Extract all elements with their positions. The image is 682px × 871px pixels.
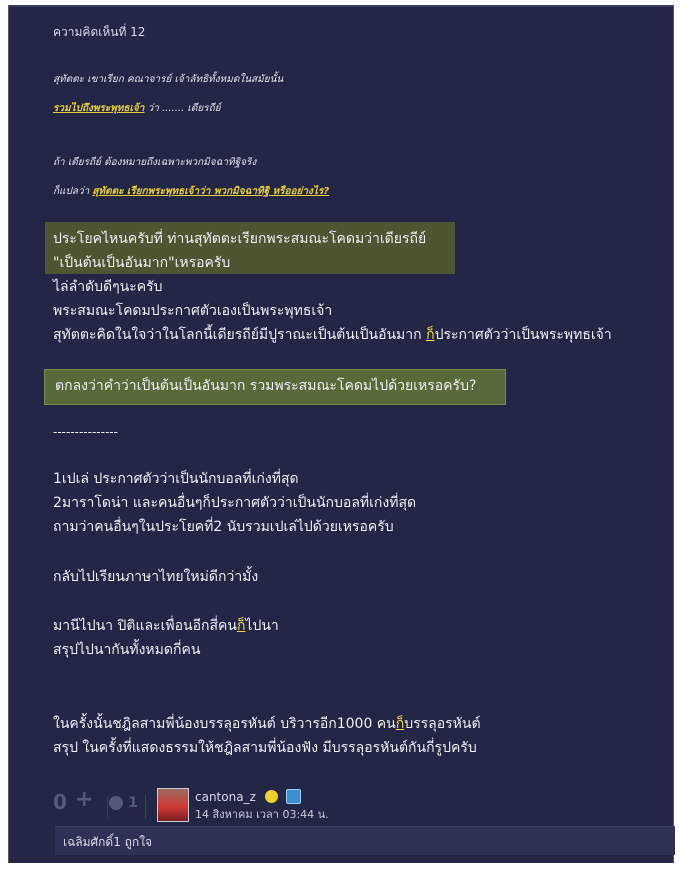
- quote-link-1[interactable]: รวมไปถึงพระพุทธเจ้า: [53, 103, 145, 114]
- timestamp: 14 สิงหาคม เวลา 03:44 น.: [195, 808, 329, 821]
- smiley-icon: [265, 790, 278, 803]
- body-line: 2มาราโดน่า และคนอื่นๆก็ประกาศตัวว่าเป็นนักบอลที่เก่งที่สุด: [53, 495, 417, 511]
- plus-icon[interactable]: +: [75, 787, 94, 812]
- divider: [145, 795, 146, 819]
- username[interactable]: cantona_z: [195, 790, 256, 804]
- body-line: กลับไปเรียนภาษาไทยใหม่ดีกว่ามั้ง: [53, 569, 259, 585]
- avatar[interactable]: [157, 788, 189, 822]
- user-line: [195, 786, 301, 805]
- emotion-icon: [109, 796, 123, 810]
- top-border: [9, 5, 673, 7]
- emphasis-link[interactable]: ก็: [426, 327, 435, 343]
- quote-link-2[interactable]: สุทัตตะ เรียกพระพุทธเจ้าว่า พวกมิจฉาทิฐิ หรืออย่างไร?: [92, 186, 330, 197]
- highlight-line-1: ประโยคไหนครับที่ ท่านสุทัตตะเรียกพระสมณะโคดมว่าเดียรถีย์: [53, 231, 427, 247]
- vote-count: 0: [53, 790, 67, 814]
- body-line: ในครั้งนั้นชฎิลสามพี่น้องบรรลุอรหันต์ บริวารอีก1000 คนก็บรรลุอรหันต์: [53, 716, 481, 732]
- reaction-bar: [55, 826, 675, 855]
- body-line: สรุป ในครั้งที่แสดงธรรมให้ชฎิลสามพี่น้องฟัง มีบรรลุอรหันต์กันกี่รูปครับ: [53, 740, 477, 756]
- divider-dashes: ---------------: [53, 425, 118, 439]
- comment-panel: [8, 5, 674, 863]
- badge-icon: [286, 789, 301, 804]
- divider: [107, 797, 108, 817]
- highlight-line-2: "เป็นต้นเป็นอันมาก"เหรอครับ: [53, 255, 231, 271]
- body-line: สุทัตตะคิดในใจว่าในโลกนี้เดียรถีย์มีปูราณะเป็นต้นเป็นอันมาก ก็ประกาศตัวว่าเป็นพระพุทธเจ้า: [53, 327, 612, 343]
- quote-line-3: ถ้า เดียรถีย์ ต้องหมายถึงเฉพาะพวกมิจฉาทิฐิจริง: [53, 157, 257, 168]
- quote-line-1: สุทัตตะ เขาเรียก คณาจารย์ เจ้าลัทธิทั้งหมดในสมัยนั้น: [53, 74, 284, 85]
- body-line: 1เปเล่ ประกาศตัวว่าเป็นนักบอลที่เก่งที่สุด: [53, 471, 299, 487]
- emotion-button[interactable]: [109, 795, 138, 814]
- comment-number: ความคิดเห็นที่ 12: [53, 25, 146, 39]
- emphasis-link[interactable]: ก็: [236, 618, 246, 634]
- body-line: พระสมณะโคดมประกาศตัวเองเป็นพระพุทธเจ้า: [53, 303, 333, 319]
- highlight-question: ตกลงว่าคำว่าเป็นต้นเป็นอันมาก รวมพระสมณะโคดมไปด้วยเหรอครับ?: [55, 378, 477, 394]
- body-line: สรุปไปนากันทั้งหมดกี่คน: [53, 642, 201, 658]
- body-line: ถามว่าคนอื่นๆในประโยคที่2 นับรวมเปเล่ไปด้วยเหรอครับ: [53, 519, 394, 535]
- emotion-count: 1: [128, 795, 138, 811]
- reaction-text[interactable]: เฉลิมศักดิ์1 ถูกใจ: [63, 835, 153, 849]
- emphasis-link[interactable]: ก็: [395, 716, 405, 732]
- body-line: มานีไปนา ปิติและเพื่อนอีกสี่คนก็ไปนา: [53, 618, 279, 634]
- quote-line-4: ก็แปลว่า สุทัตตะ เรียกพระพุทธเจ้าว่า พวกมิจฉาทิฐิ หรืออย่างไร?: [53, 186, 330, 197]
- quote-line-2: รวมไปถึงพระพุทธเจ้า ว่า ....... เดียรถีย์: [53, 103, 221, 114]
- body-line: ไล่ลำดับดีๆนะครับ: [53, 279, 163, 295]
